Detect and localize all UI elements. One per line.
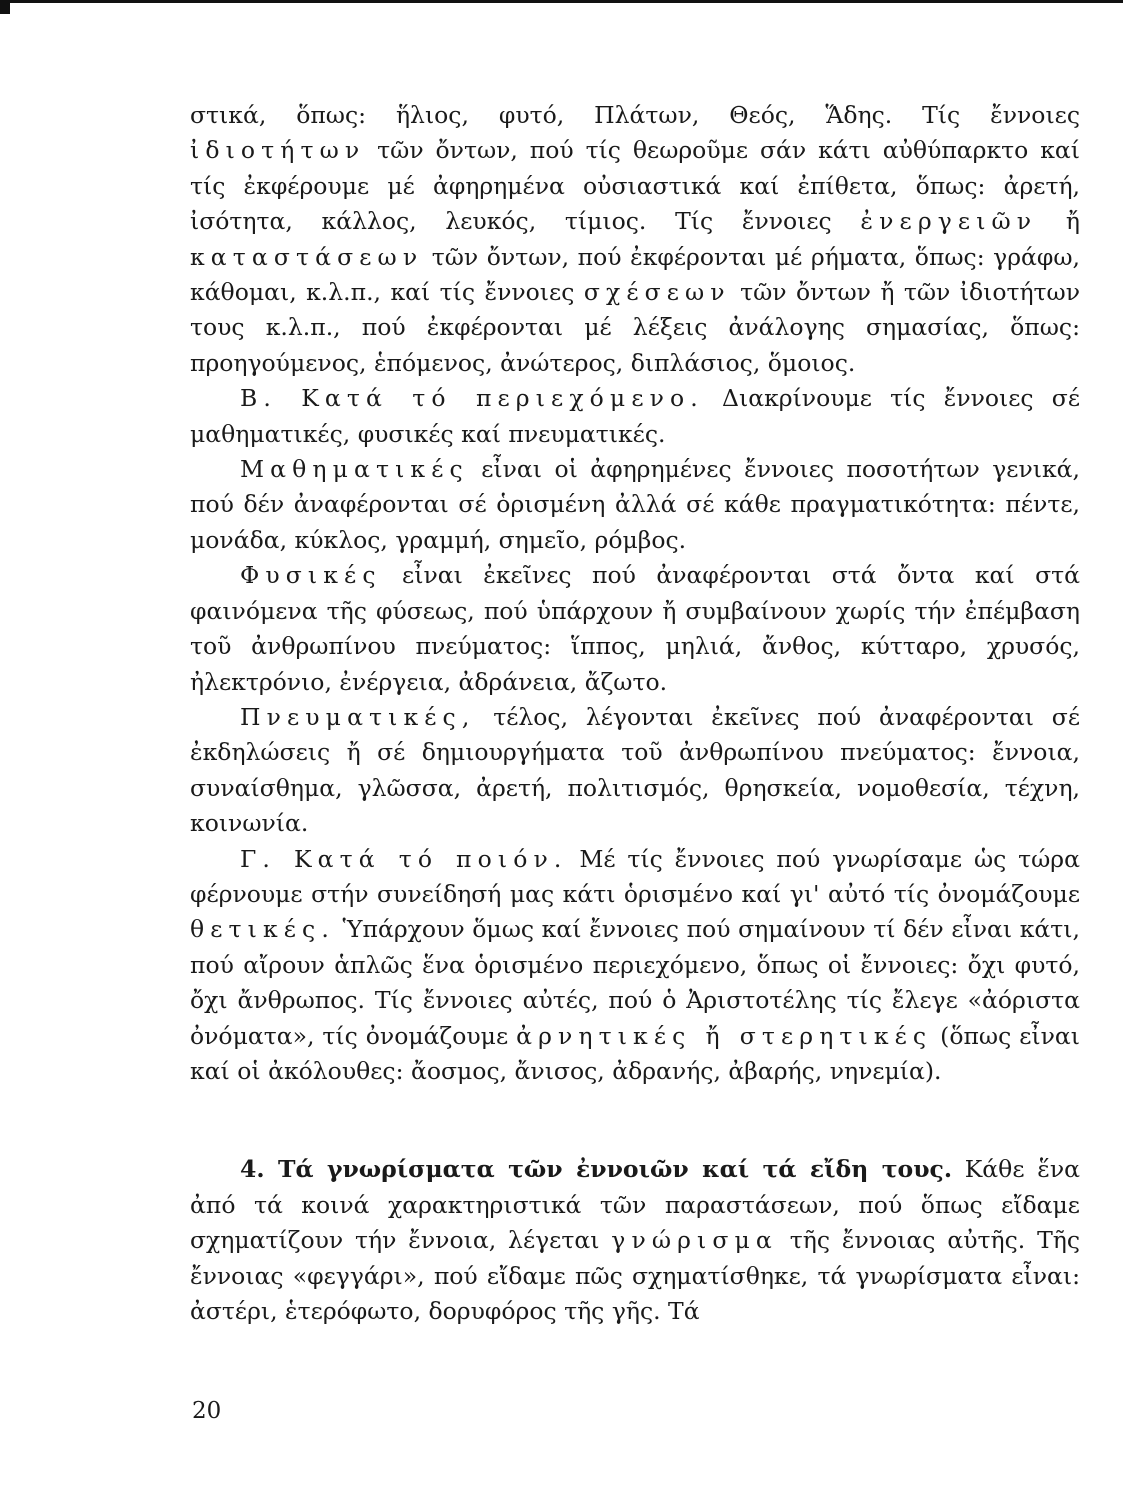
section-label-c: Γ. Κατά τό ποιόν. [240, 844, 568, 873]
text: Ὑπάρχουν ὅμως καί ἔννοιες πού σημαίνουν τί δέν εἶναι κάτι, πού αἴρουν ἁπλῶς ἕνα ὁρισμένο περιεχόμενο, ὅπως οἱ ἔννοιες: ὄχι φυτό, ὄχι ἄνθρωπος. Τίς ἔννοιες αὐτές, πού ὁ Ἀριστοτέλης τίς ἔλεγε «ἀόριστα ὀνόματα», τίς ὀνομάζουμε [190, 915, 1080, 1050]
text: τῶν ὄντων, πού τίς θεωροῦμε σάν κάτι αὐθύπαρκτο καί τίς ἐκφέρουμε μέ ἀφηρημένα οὐσιαστικά καί ἐπίθετα, ὅπως: ἀρετή, ἰσότητα, κάλλος, λευκός, τίμιος. Τίς ἔννοιες [190, 136, 1080, 236]
text: τέλος, λέγονται ἐκεῖνες πού ἀναφέρονται σέ ἐκδηλώσεις ἤ σέ δημιουργήματα τοῦ ἀνθρωπίνου πνεύματος: ἔννοια, συναίσθημα, γλῶσσα, ἀρετή, πολιτισμός, θρησκεία, νομοθεσία, τέχνη, κοινωνία. [190, 702, 1080, 838]
text: στικά, ὅπως: ἥλιος, φυτό, Πλάτων, Θεός, Ἅδης. Τίς ἔννοιες [190, 101, 1080, 129]
paragraph-2 [190, 381, 1080, 452]
text: τῶν ὄντων, πού ἐκφέρονται μέ ρήματα, ὅπως: γράφω, κάθομαι, κ.λ.π., καί τίς ἔννοιες [190, 242, 1080, 307]
paragraph-7 [190, 1152, 1080, 1329]
spaced-term: ἀρνητικές ἤ στερητικές [516, 1021, 933, 1050]
section-gap [190, 1089, 1080, 1152]
spaced-term: ἰδιοτήτων [190, 136, 366, 165]
spaced-term: ἐνεργειῶν [860, 207, 1038, 236]
text: τῶν ὄντων ἤ τῶν ἰδιοτήτων τους κ.λ.π., πού ἐκφέρονται μέ λέξεις ἀνάλογης σημασίας, ὅπως: προηγούμενος, ἑπόμενος, ἀνώτερος, διπλάσιος, ὅμοιος. [190, 278, 1081, 377]
spaced-term: σχέσεων [583, 278, 731, 307]
spaced-term: θετικές. [190, 915, 335, 944]
page-number: 20 [192, 1398, 222, 1424]
spaced-term: Φυσικές [240, 561, 382, 590]
paragraph-3 [190, 452, 1080, 558]
paragraph-1 [190, 98, 1080, 381]
scan-corner-mark [0, 0, 10, 14]
text: Μέ τίς ἔννοιες πού γνωρίσαμε ὡς τώρα φέρνουμε στήν συνείδησή μας κάτι ὁρισμένο καί γι' αὐτό τίς ὀνομάζουμε [190, 844, 1080, 908]
text: Κάθε ἕνα ἀπό τά κοινά χαρακτηριστικά τῶν παραστάσεων, πού ὅπως εἴδαμε σχηματίζουν τήν ἔννοια, λέγεται [190, 1155, 1080, 1255]
text: (ὅπως εἶναι καί οἱ ἀκόλουθες: ἄοσμος, ἄνισος, ἀδρανής, ἀβαρής, νηνεμία). [190, 1021, 1080, 1085]
paragraph-5 [190, 700, 1080, 842]
paragraph-6 [190, 842, 1080, 1090]
text: Διακρίνουμε τίς ἔννοιες σέ μαθηματικές, φυσικές καί πνευματικές. [190, 384, 1081, 448]
paragraph-4 [190, 558, 1080, 700]
spaced-term: καταστάσεων [190, 242, 424, 271]
text: τῆς ἔννοιας αὐτῆς. Τῆς ἔννοιας «φεγγάρι», πού εἴδαμε πῶς σχηματίσθηκε, τά γνωρίσματα εἶναι: ἀστέρι, ἑτερόφωτο, δορυφόρος τῆς γῆς. Τά [190, 1226, 1080, 1325]
section-heading: 4. Τά γνωρίσματα τῶν ἐννοιῶν καί τά εἴδη τους. [240, 1155, 953, 1184]
text: ἤ [1037, 207, 1080, 236]
scan-top-edge [0, 0, 1123, 3]
spaced-term: Πνευματικές, [240, 702, 476, 731]
text: εἶναι οἱ ἀφηρημένες ἔννοιες ποσοτήτων γενικά, πού δέν ἀναφέρονται σέ ὁρισμένη ἀλλά σέ κάθε πραγματικότητα: πέντε, μονάδα, κύκλος, γραμμή, σημεῖο, ρόμβος. [190, 455, 1080, 554]
page-body [190, 98, 1080, 1329]
spaced-term: Μαθηματικές [240, 455, 469, 484]
spaced-term: γνώρισμα [611, 1226, 778, 1255]
section-label-b: Β. Κατά τό περιεχόμενο. [240, 384, 704, 413]
text: εἶναι ἐκεῖνες πού ἀναφέρονται στά ὄντα καί στά φαινόμενα τῆς φύσεως, πού ὑπάρχουν ἤ συμβαίνουν χωρίς τήν ἐπέμβαση τοῦ ἀνθρωπίνου πνεύματος: ἵππος, μηλιά, ἄνθος, κύτταρο, χρυσός, ἠλεκτρόνιο, ἐνέργεια, ἀδράνεια, ἄζωτο. [190, 561, 1080, 696]
